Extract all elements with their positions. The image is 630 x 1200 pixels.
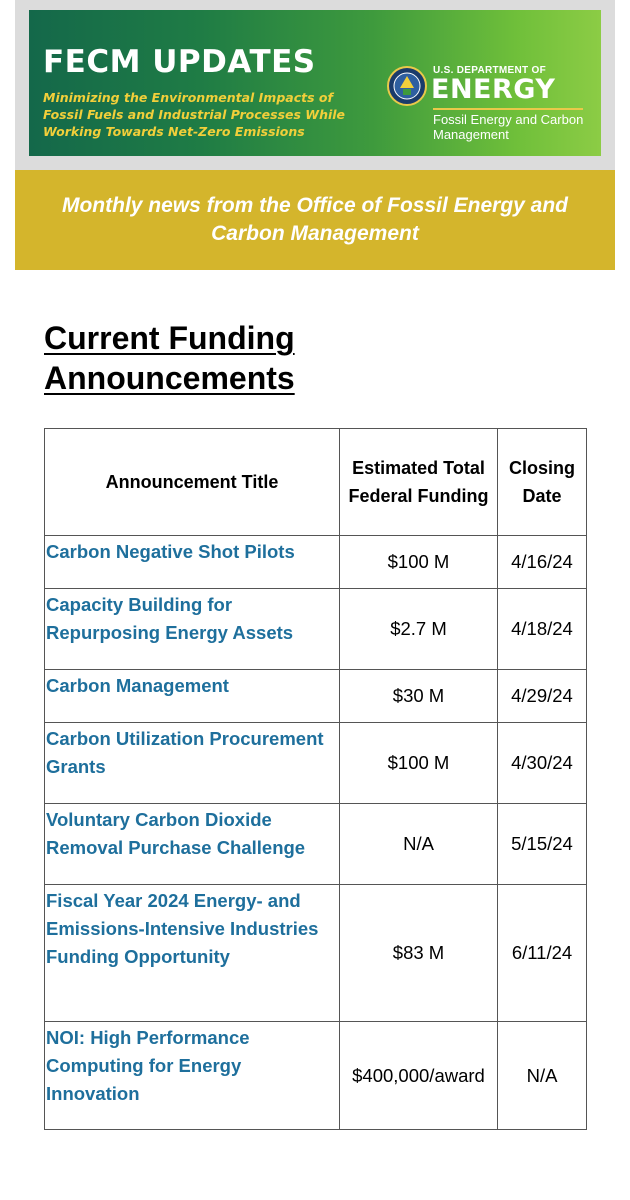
closing-date-cell: 4/18/24 [498, 589, 587, 670]
closing-date-cell: 5/15/24 [498, 804, 587, 885]
logo-divider [433, 108, 583, 110]
banner-title: FECM UPDATES [43, 44, 316, 80]
doe-seal-icon [387, 66, 427, 106]
funding-cell: $30 M [340, 670, 498, 723]
funding-cell: $83 M [340, 885, 498, 1022]
announcement-link[interactable]: Carbon Utilization Procurement Grants [46, 728, 324, 777]
funding-cell: $2.7 M [340, 589, 498, 670]
funding-cell: N/A [340, 804, 498, 885]
table-header-row [45, 429, 587, 536]
announcement-title-cell [45, 804, 340, 885]
announcement-title-cell [45, 1022, 340, 1130]
section-title: Current Funding Announcements [44, 320, 295, 396]
closing-date-cell: N/A [498, 1022, 587, 1130]
banner-subtitle: Minimizing the Environmental Impacts of Fossil Fuels and Industrial Processes While Working Towards Net-Zero Emissions [43, 90, 346, 139]
closing-date-cell: 4/29/24 [498, 670, 587, 723]
announcement-title-cell [45, 670, 340, 723]
announcement-link[interactable]: Carbon Negative Shot Pilots [46, 541, 295, 562]
tagline-text: Monthly news from the Office of Fossil Energy and Carbon Management [61, 194, 568, 245]
table-row [45, 804, 587, 885]
doe-energy-wordmark: ENERGY [431, 74, 556, 105]
funding-cell: $400,000/award [340, 1022, 498, 1130]
announcement-link[interactable]: NOI: High Performance Computing for Energy Innovation [46, 1027, 250, 1104]
closing-date-cell: 4/30/24 [498, 723, 587, 804]
announcement-title-cell [45, 536, 340, 589]
doe-dept-line: U.S. DEPARTMENT OF [433, 65, 546, 76]
header-closing-date: Closing Date [498, 429, 587, 536]
announcement-title-cell [45, 723, 340, 804]
fecm-banner [29, 10, 601, 156]
header-estimated-funding: Estimated Total Federal Funding [340, 429, 498, 536]
announcement-link[interactable]: Fiscal Year 2024 Energy- and Emissions-Intensive Industries Funding Opportunity [46, 890, 319, 967]
announcement-link[interactable]: Voluntary Carbon Dioxide Removal Purchase Challenge [46, 809, 306, 858]
funding-cell: $100 M [340, 536, 498, 589]
funding-cell: $100 M [340, 723, 498, 804]
announcement-link[interactable]: Capacity Building for Repurposing Energy Assets [46, 594, 294, 643]
closing-date-cell: 4/16/24 [498, 536, 587, 589]
closing-date-cell: 6/11/24 [498, 885, 587, 1022]
doe-office-name: Fossil Energy and Carbon Management [433, 112, 584, 142]
table-row [45, 589, 587, 670]
announcement-title-cell [45, 589, 340, 670]
announcement-title-cell [45, 885, 340, 1022]
tagline-bar [15, 170, 615, 270]
header-announcement-title: Announcement Title [45, 429, 340, 536]
funding-table [44, 428, 587, 1130]
table-row [45, 723, 587, 804]
table-row [45, 536, 587, 589]
announcement-link[interactable]: Carbon Management [46, 675, 229, 696]
table-row [45, 885, 587, 1022]
table-row [45, 670, 587, 723]
table-row [45, 1022, 587, 1130]
